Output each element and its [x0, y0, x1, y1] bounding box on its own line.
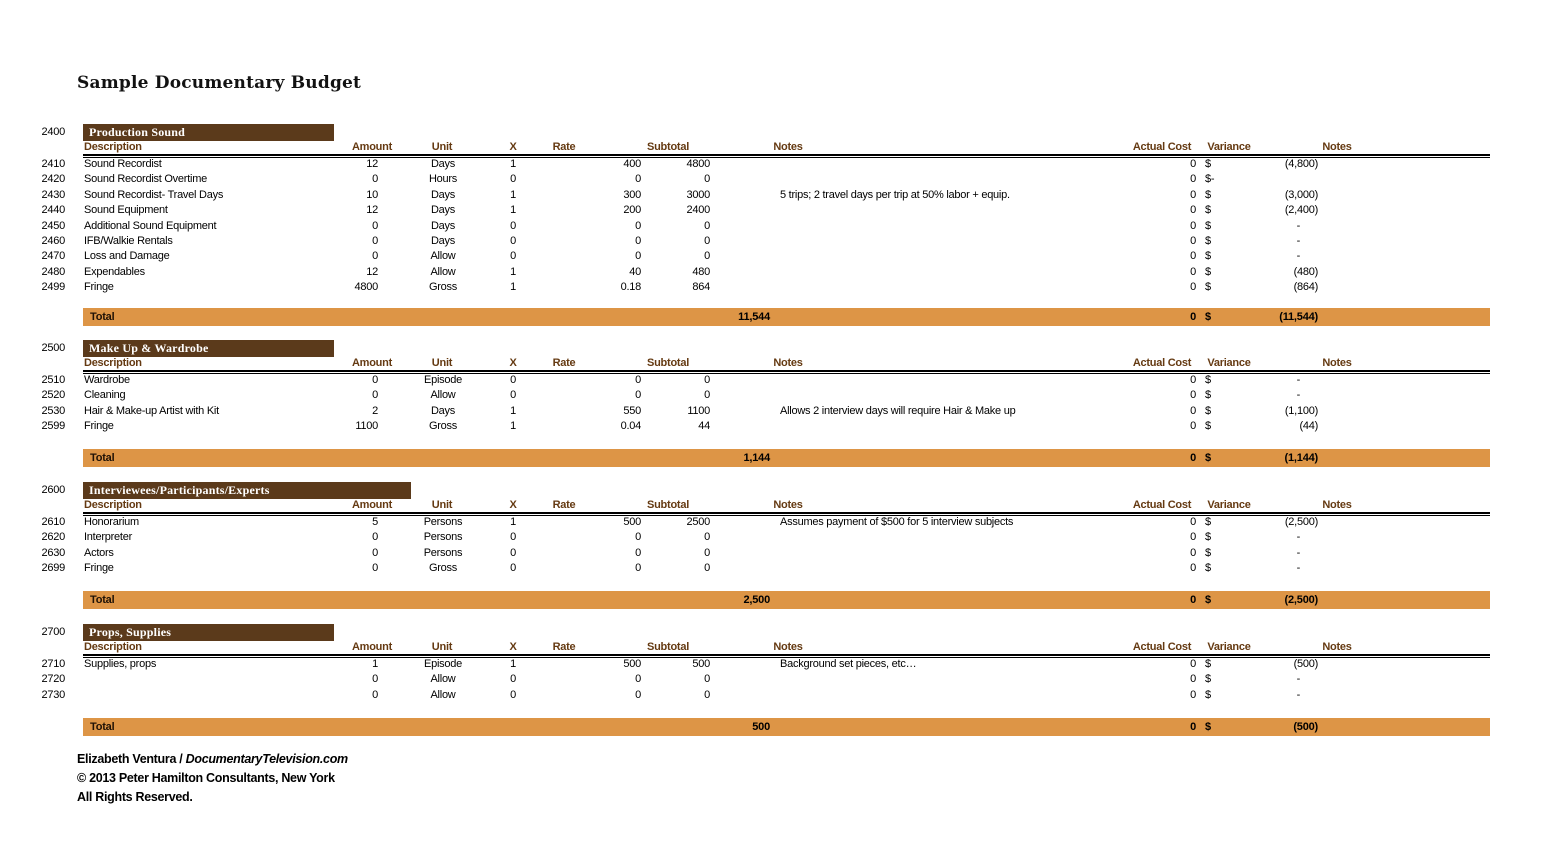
cell-rate: 550	[623, 404, 641, 417]
cell-subtotal: 0	[704, 219, 710, 232]
cell-description: Supplies, props	[84, 658, 157, 670]
cell-amount: 0	[372, 531, 378, 544]
row-code: 2720	[41, 673, 65, 686]
cell-variance: (4,800)	[1284, 158, 1318, 170]
cell-amount: 2	[372, 404, 378, 417]
cell-variance: (864)	[1293, 281, 1318, 294]
cell-rate: 0	[635, 546, 641, 559]
cell-subtotal: 2400	[686, 204, 710, 217]
row-code: 2410	[41, 158, 65, 170]
cell-subtotal: 1100	[687, 404, 710, 417]
cell-description: Additional Sound Equipment	[84, 219, 217, 232]
total-label: Total	[90, 721, 115, 733]
cell-amount: 10	[366, 188, 378, 201]
cell-description: Interpreter	[84, 531, 132, 544]
cell-amount: 0	[372, 673, 378, 686]
cell-rate: 0	[635, 673, 641, 686]
cell-variance: -	[1296, 389, 1300, 402]
cell-description: Wardrobe	[84, 374, 130, 386]
cell-amount: 0	[372, 219, 378, 232]
column-header: Description	[84, 499, 142, 511]
cell-rate: 0	[635, 531, 641, 544]
cell-x: 0	[510, 173, 516, 186]
column-header: X	[509, 641, 517, 653]
cell-x: 0	[510, 673, 516, 686]
column-header: Notes	[773, 141, 803, 153]
cell-currency: $	[1205, 281, 1211, 294]
cell-notes: Assumes payment of $500 for 5 interview subjects	[780, 516, 1014, 528]
cell-currency: $	[1205, 235, 1211, 247]
cell-actual-cost: 0	[1190, 235, 1196, 247]
footer-author: Elizabeth Ventura /	[77, 752, 186, 766]
cell-x: 1	[510, 658, 516, 670]
column-header: Rate	[552, 357, 576, 369]
total-actual-cost: 0	[1190, 594, 1196, 606]
row-code: 2470	[41, 250, 65, 263]
cell-currency: $	[1205, 546, 1211, 559]
cell-subtotal: 0	[704, 562, 710, 575]
column-header: Variance	[1207, 357, 1251, 369]
cell-amount: 12	[366, 158, 378, 170]
total-label: Total	[90, 452, 115, 464]
total-currency: $	[1205, 452, 1211, 464]
cell-description: Fringe	[84, 281, 114, 294]
cell-subtotal: 0	[704, 374, 710, 386]
cell-variance: (1,100)	[1284, 404, 1318, 417]
section-code: 2400	[41, 126, 65, 138]
cell-rate: 0	[635, 173, 641, 186]
cell-actual-cost: 0	[1190, 658, 1196, 670]
cell-x: 0	[510, 374, 516, 386]
cell-rate: 0.18	[620, 281, 641, 294]
cell-variance: -	[1296, 250, 1300, 263]
cell-rate: 0	[635, 219, 641, 232]
cell-actual-cost: 0	[1190, 250, 1196, 263]
cell-unit: Allow	[430, 265, 456, 278]
cell-subtotal: 864	[692, 281, 710, 294]
cell-subtotal: 0	[704, 235, 710, 247]
cell-description: Sound Recordist	[84, 158, 162, 170]
column-header: Notes	[773, 499, 803, 511]
column-header: Actual Cost	[1132, 499, 1192, 511]
cell-actual-cost: 0	[1190, 673, 1196, 686]
cell-variance: (3,000)	[1284, 188, 1318, 201]
total-variance: (1,144)	[1284, 452, 1318, 464]
cell-unit: Gross	[428, 420, 458, 433]
cell-x: 1	[510, 420, 516, 433]
cell-unit: Persons	[423, 546, 463, 559]
cell-actual-cost: 0	[1190, 688, 1196, 701]
cell-variance: (44)	[1299, 420, 1318, 433]
cell-x: 0	[510, 688, 516, 701]
column-header: Amount	[351, 641, 393, 653]
cell-description: Sound Equipment	[84, 204, 168, 217]
cell-x: 0	[510, 235, 516, 247]
cell-amount: 0	[372, 374, 378, 386]
cell-unit: Days	[430, 188, 456, 201]
cell-currency: $	[1205, 265, 1211, 278]
total-currency: $	[1205, 594, 1211, 606]
column-header: Variance	[1207, 641, 1251, 653]
cell-actual-cost: 0	[1190, 173, 1196, 186]
cell-variance: -	[1296, 546, 1300, 559]
section-header-bar: Interviewees/Participants/Experts	[83, 482, 411, 499]
cell-variance: (2,500)	[1284, 516, 1318, 528]
cell-actual-cost: 0	[1190, 404, 1196, 417]
cell-subtotal: 0	[704, 250, 710, 263]
cell-subtotal: 480	[692, 265, 710, 278]
cell-subtotal: 4800	[686, 158, 710, 170]
cell-variance: -	[1296, 219, 1300, 232]
cell-actual-cost: 0	[1190, 281, 1196, 294]
column-header: X	[509, 499, 517, 511]
total-label: Total	[90, 311, 115, 323]
cell-unit: Days	[430, 219, 456, 232]
total-subtotal: 11,544	[738, 311, 770, 323]
row-code: 2530	[41, 404, 65, 417]
cell-unit: Days	[430, 158, 456, 170]
cell-actual-cost: 0	[1190, 219, 1196, 232]
column-header: Rate	[552, 499, 576, 511]
cell-description: Hair & Make-up Artist with Kit	[84, 404, 219, 417]
cell-unit: Allow	[430, 673, 456, 686]
cell-x: 0	[510, 219, 516, 232]
cell-rate: 500	[623, 658, 641, 670]
footer-author-line	[77, 750, 348, 769]
cell-subtotal: 0	[704, 531, 710, 544]
column-header: Subtotal	[647, 641, 689, 653]
cell-amount: 12	[366, 204, 378, 217]
page-title: Sample Documentary Budget	[77, 73, 362, 93]
column-header: Description	[84, 141, 142, 153]
cell-rate: 0	[635, 562, 641, 575]
cell-rate: 0	[635, 389, 641, 402]
footer-rights: All Rights Reserved.	[77, 790, 193, 804]
cell-rate: 200	[623, 204, 641, 217]
cell-rate: 0.04	[620, 420, 641, 433]
total-actual-cost: 0	[1190, 721, 1196, 733]
cell-notes: Background set pieces, etc…	[780, 658, 917, 670]
column-header: Unit	[431, 641, 453, 653]
cell-currency: $	[1205, 204, 1211, 217]
cell-actual-cost: 0	[1190, 531, 1196, 544]
column-header: X	[509, 357, 517, 369]
column-header: Notes	[1322, 357, 1352, 369]
row-code: 2440	[41, 204, 65, 217]
cell-currency: $	[1205, 562, 1211, 575]
cell-subtotal: 2500	[686, 516, 710, 528]
total-subtotal: 1,144	[743, 452, 770, 464]
cell-subtotal: 3000	[686, 188, 710, 201]
cell-amount: 5	[372, 516, 378, 528]
cell-description: Cleaning	[84, 389, 126, 402]
column-header: Amount	[351, 141, 393, 153]
row-code: 2460	[41, 235, 65, 247]
footer-site-link: DocumentaryTelevision.com	[185, 752, 348, 766]
row-code: 2510	[41, 374, 65, 386]
cell-amount: 1	[372, 658, 378, 670]
total-currency: $	[1205, 721, 1211, 733]
column-header: Unit	[431, 357, 453, 369]
cell-x: 0	[510, 389, 516, 402]
column-header: Notes	[773, 357, 803, 369]
row-code: 2480	[41, 265, 65, 278]
cell-amount: 4800	[354, 281, 378, 294]
cell-unit: Allow	[430, 688, 456, 701]
section-header-bar: Production Sound	[83, 124, 334, 141]
cell-unit: Episode	[423, 658, 462, 670]
cell-unit: Episode	[423, 374, 462, 386]
cell-variance: (2,400)	[1284, 204, 1318, 217]
cell-subtotal: 500	[692, 658, 710, 670]
row-code: 2450	[41, 219, 65, 232]
total-variance: (2,500)	[1284, 594, 1318, 606]
row-code: 2430	[41, 188, 65, 201]
cell-subtotal: 44	[698, 420, 710, 433]
cell-currency: $	[1205, 531, 1211, 544]
cell-variance: (480)	[1293, 265, 1318, 278]
section-code: 2500	[41, 342, 65, 354]
cell-description: Expendables	[84, 265, 145, 278]
cell-unit: Allow	[430, 250, 456, 263]
cell-x: 1	[510, 204, 516, 217]
cell-currency: $	[1205, 374, 1211, 386]
cell-x: 0	[510, 531, 516, 544]
row-code: 2599	[41, 420, 65, 433]
cell-unit: Gross	[428, 562, 458, 575]
cell-variance: -	[1296, 374, 1300, 386]
column-header: Amount	[351, 499, 393, 511]
total-currency: $	[1205, 311, 1211, 323]
total-variance: (500)	[1293, 721, 1318, 733]
total-subtotal: 500	[752, 721, 770, 733]
column-header: Description	[84, 641, 142, 653]
cell-actual-cost: 0	[1190, 516, 1196, 528]
total-actual-cost: 0	[1190, 452, 1196, 464]
cell-variance: -	[1296, 673, 1300, 686]
cell-unit: Allow	[430, 389, 456, 402]
footer-copyright: © 2013 Peter Hamilton Consultants, New York	[77, 771, 335, 785]
cell-amount: 0	[372, 235, 378, 247]
cell-variance: -	[1296, 562, 1300, 575]
column-header: Subtotal	[647, 357, 689, 369]
cell-actual-cost: 0	[1190, 265, 1196, 278]
cell-currency: $	[1205, 219, 1211, 232]
cell-amount: 0	[372, 250, 378, 263]
cell-unit: Days	[430, 204, 456, 217]
cell-rate: 500	[623, 516, 641, 528]
row-code: 2620	[41, 531, 65, 544]
cell-currency: $	[1205, 158, 1211, 170]
cell-variance: -	[1296, 235, 1300, 247]
cell-actual-cost: 0	[1190, 158, 1196, 170]
cell-subtotal: 0	[704, 673, 710, 686]
cell-variance: -	[1296, 531, 1300, 544]
footer	[77, 750, 348, 807]
cell-actual-cost: 0	[1190, 420, 1196, 433]
row-code: 2710	[41, 658, 65, 670]
column-header: Rate	[552, 641, 576, 653]
cell-description: Honorarium	[84, 516, 139, 528]
total-variance: (11,544)	[1279, 311, 1318, 323]
cell-currency: $	[1205, 250, 1211, 263]
total-label: Total	[90, 594, 115, 606]
cell-actual-cost: 0	[1190, 546, 1196, 559]
cell-currency: $	[1205, 389, 1211, 402]
column-header: Amount	[351, 357, 393, 369]
column-header: Variance	[1207, 499, 1251, 511]
column-header: Unit	[431, 499, 453, 511]
cell-currency: $	[1205, 516, 1211, 528]
cell-x: 0	[510, 562, 516, 575]
cell-description: Actors	[84, 546, 114, 559]
cell-amount: 0	[372, 562, 378, 575]
cell-unit: Days	[430, 404, 456, 417]
cell-variance: -	[1296, 688, 1300, 701]
cell-actual-cost: 0	[1190, 389, 1196, 402]
cell-unit: Persons	[423, 531, 463, 544]
cell-unit: Hours	[428, 173, 458, 186]
cell-subtotal: 0	[704, 546, 710, 559]
total-actual-cost: 0	[1190, 311, 1196, 323]
cell-rate: 400	[623, 158, 641, 170]
cell-x: 1	[510, 158, 516, 170]
cell-rate: 0	[635, 688, 641, 701]
column-header: Subtotal	[647, 141, 689, 153]
cell-description: Sound Recordist Overtime	[84, 173, 207, 186]
column-header: X	[509, 141, 517, 153]
total-subtotal: 2,500	[743, 594, 770, 606]
cell-description: IFB/Walkie Rentals	[84, 235, 173, 247]
section-header-bar: Make Up & Wardrobe	[83, 340, 334, 357]
column-header: Subtotal	[647, 499, 689, 511]
cell-x: 0	[510, 546, 516, 559]
column-header: Notes	[1322, 641, 1352, 653]
column-header: Description	[84, 357, 142, 369]
row-code: 2499	[41, 281, 65, 294]
cell-subtotal: 0	[704, 173, 710, 186]
cell-unit: Persons	[423, 516, 463, 528]
cell-amount: 12	[366, 265, 378, 278]
cell-amount: 0	[372, 173, 378, 186]
column-header: Rate	[552, 141, 576, 153]
column-header: Notes	[1322, 141, 1352, 153]
cell-actual-cost: 0	[1190, 562, 1196, 575]
cell-rate: 0	[635, 235, 641, 247]
cell-actual-cost: 0	[1190, 204, 1196, 217]
cell-currency: $	[1205, 673, 1211, 686]
cell-currency: $-	[1205, 173, 1215, 186]
cell-currency: $	[1205, 188, 1211, 201]
cell-currency: $	[1205, 658, 1211, 670]
row-code: 2730	[41, 688, 65, 701]
cell-x: 0	[510, 250, 516, 263]
cell-amount: 0	[372, 546, 378, 559]
cell-subtotal: 0	[704, 688, 710, 701]
cell-amount: 0	[372, 688, 378, 701]
row-code: 2420	[41, 173, 65, 186]
column-header: Actual Cost	[1132, 641, 1192, 653]
cell-description: Sound Recordist- Travel Days	[84, 188, 224, 201]
column-header: Actual Cost	[1132, 141, 1192, 153]
cell-subtotal: 0	[704, 389, 710, 402]
cell-notes: 5 trips; 2 travel days per trip at 50% labor + equip.	[780, 188, 1010, 201]
cell-description: Loss and Damage	[84, 250, 170, 263]
cell-actual-cost: 0	[1190, 188, 1196, 201]
cell-description: Fringe	[84, 562, 114, 575]
row-code: 2699	[41, 562, 65, 575]
section-code: 2600	[41, 484, 65, 496]
row-code: 2610	[41, 516, 65, 528]
cell-x: 1	[510, 188, 516, 201]
cell-rate: 300	[623, 188, 641, 201]
cell-description: Fringe	[84, 420, 114, 433]
cell-notes: Allows 2 interview days will require Hair & Make up	[780, 404, 1016, 417]
cell-x: 1	[510, 516, 516, 528]
cell-amount: 1100	[355, 420, 378, 433]
cell-currency: $	[1205, 420, 1211, 433]
cell-rate: 0	[635, 250, 641, 263]
cell-amount: 0	[372, 389, 378, 402]
cell-variance: (500)	[1293, 658, 1318, 670]
row-code: 2520	[41, 389, 65, 402]
column-header: Unit	[431, 141, 453, 153]
cell-unit: Days	[430, 235, 456, 247]
cell-x: 1	[510, 404, 516, 417]
cell-currency: $	[1205, 688, 1211, 701]
cell-x: 1	[510, 281, 516, 294]
section-code: 2700	[41, 626, 65, 638]
cell-unit: Gross	[428, 281, 458, 294]
section-header-bar: Props, Supplies	[83, 624, 334, 641]
cell-actual-cost: 0	[1190, 374, 1196, 386]
row-code: 2630	[41, 546, 65, 559]
column-header: Notes	[1322, 499, 1352, 511]
column-header: Variance	[1207, 141, 1251, 153]
column-header: Actual Cost	[1132, 357, 1192, 369]
column-header: Notes	[773, 641, 803, 653]
cell-currency: $	[1205, 404, 1211, 417]
cell-x: 1	[510, 265, 516, 278]
cell-rate: 40	[629, 265, 641, 278]
cell-rate: 0	[635, 374, 641, 386]
